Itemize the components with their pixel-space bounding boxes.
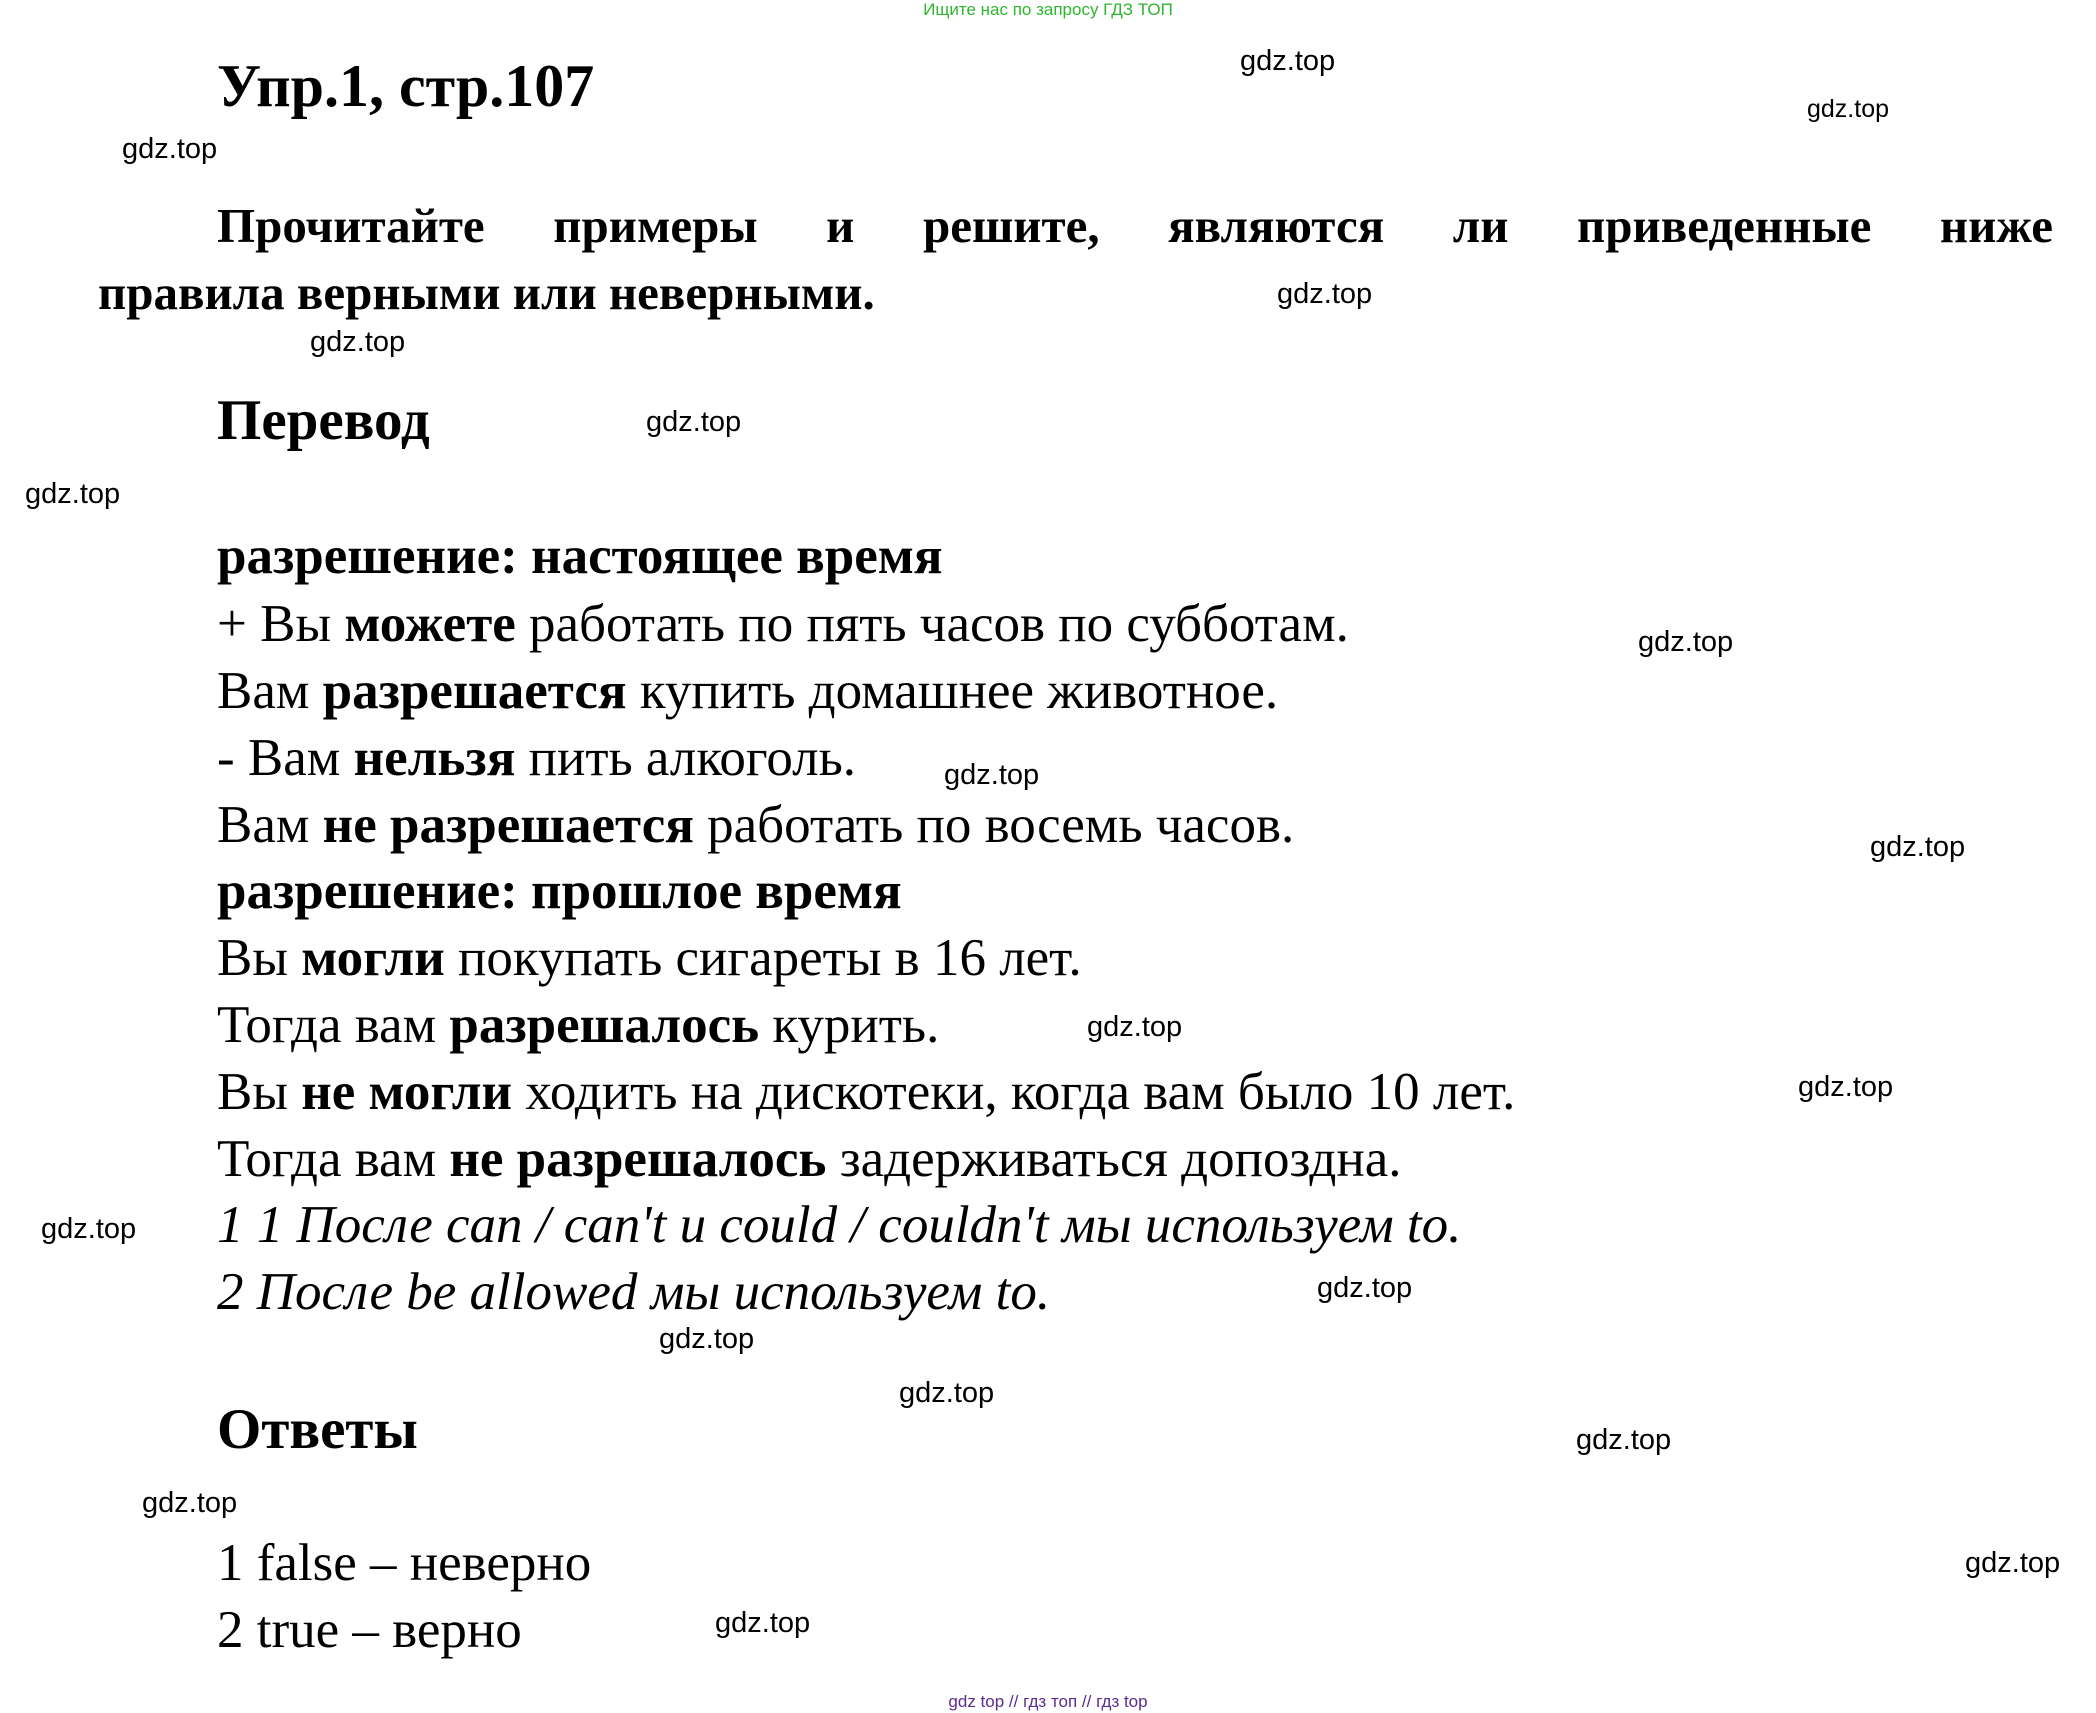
answer-1: 1 false – неверно <box>217 1534 592 1592</box>
watermark: gdz.top <box>715 1607 811 1639</box>
past-line-2: Тогда вам разрешалось курить. <box>217 996 940 1054</box>
answers-heading: Ответы <box>217 1398 418 1461</box>
footer-watermark: gdz top // гдз топ // гдз top <box>948 1692 1148 1711</box>
watermark: gdz.top <box>122 133 218 165</box>
watermark: gdz.top <box>1870 831 1966 863</box>
watermark: gdz.top <box>310 326 406 358</box>
watermark: gdz.top <box>1277 278 1373 310</box>
watermark: gdz.top <box>1638 626 1734 658</box>
instruction-line-1: Прочитайте примеры и решите, являются ли приведенные ниже <box>217 198 2053 253</box>
watermark: gdz.top <box>1798 1071 1894 1103</box>
instruction-line-2: правила верными или неверными. <box>98 265 875 320</box>
present-line-1: + Вы можете работать по пять часов по субботам. <box>217 595 1349 653</box>
watermark: gdz.top <box>899 1377 995 1409</box>
present-line-3: - Вам нельзя пить алкоголь. <box>217 729 857 787</box>
watermark: gdz.top <box>41 1213 137 1245</box>
past-line-4: Тогда вам не разрешалось задерживаться допоздна. <box>217 1130 1402 1188</box>
present-permission-heading: разрешение: настоящее время <box>217 527 943 585</box>
past-permission-heading: разрешение: прошлое время <box>217 862 902 920</box>
translation-heading: Перевод <box>217 389 430 452</box>
watermark: gdz.top <box>1965 1547 2061 1579</box>
watermark: gdz.top <box>1576 1424 1672 1456</box>
watermark: gdz.top <box>25 478 121 510</box>
watermark: gdz.top <box>646 406 742 438</box>
watermark: gdz.top <box>1317 1272 1413 1304</box>
past-line-1: Вы могли покупать сигареты в 16 лет. <box>217 929 1082 987</box>
past-line-3: Вы не могли ходить на дискотеки, когда вам было 10 лет. <box>217 1063 1516 1121</box>
rule-2: 2 После be allowed мы используем to. <box>217 1263 1051 1321</box>
watermark: gdz.top <box>1240 45 1336 77</box>
present-line-2: Вам разрешается купить домашнее животное. <box>217 662 1279 720</box>
present-line-4: Вам не разрешается работать по восемь часов. <box>217 796 1295 854</box>
search-banner: Ищите нас по запросу ГДЗ ТОП <box>923 0 1173 19</box>
watermark: gdz.top <box>659 1323 755 1355</box>
rule-1: 1 1 После can / can't и could / couldn't мы используем to. <box>217 1196 1462 1254</box>
answer-2: 2 true – верно <box>217 1601 522 1659</box>
watermark: gdz.top <box>1807 95 1890 123</box>
watermark: gdz.top <box>1087 1011 1183 1043</box>
exercise-title: Упр.1, стр.107 <box>217 53 595 119</box>
instruction-text <box>98 192 2053 326</box>
watermark: gdz.top <box>142 1487 238 1519</box>
watermark: gdz.top <box>944 759 1040 791</box>
